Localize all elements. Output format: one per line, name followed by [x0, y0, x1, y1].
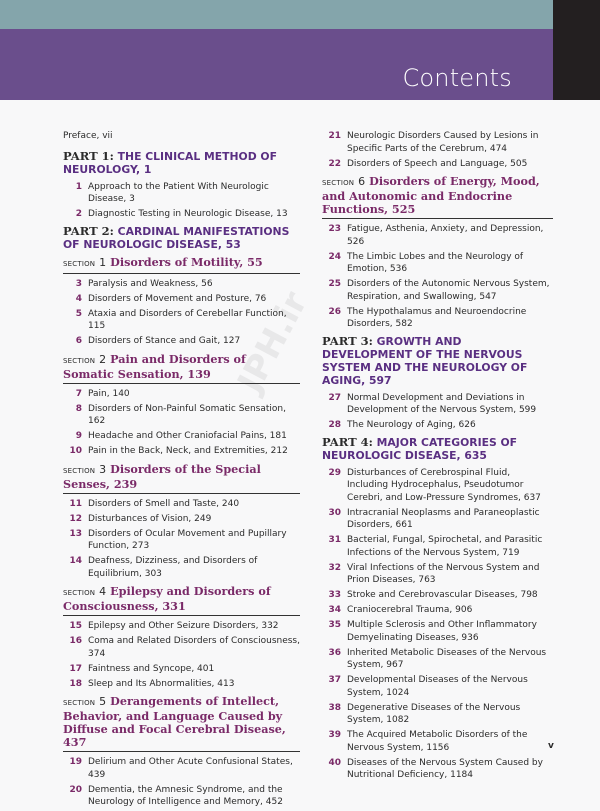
chapter-number: 5: [75, 308, 82, 319]
toc-chapter: [63, 335, 300, 348]
chapter-title: Multiple Sclerosis and Other Inflammatory Demyelinating Diseases, 936: [347, 620, 537, 643]
chapter-title: The Acquired Metabolic Disorders of the Nervous System, 1156: [347, 730, 528, 753]
chapter-title: Normal Development and Deviations in Development of the Nervous System, 599: [347, 392, 537, 415]
toc-chapter: [63, 528, 300, 553]
section-label: SECTION: [63, 699, 96, 707]
chapter-number: 26: [328, 306, 341, 317]
toc-chapter: [322, 306, 553, 331]
toc-chapter: [63, 620, 300, 633]
chapter-title: Disorders of Speech and Language, 505: [347, 158, 528, 169]
toc-part-heading: [322, 335, 553, 387]
chapter-number: 8: [75, 403, 82, 414]
section-label: SECTION: [322, 179, 355, 187]
chapter-title: Developmental Diseases of the Nervous System, 1024: [347, 675, 528, 698]
chapter-number: 17: [69, 663, 82, 674]
toc-chapter: [322, 130, 553, 155]
chapter-number: 28: [328, 420, 341, 430]
chapter-title: The Limbic Lobes and the Neurology of Emotion, 536: [347, 251, 524, 274]
toc-chapter: [63, 663, 300, 676]
chapter-number: 27: [328, 392, 341, 403]
chapter-number: 33: [328, 590, 341, 600]
chapter-number: 10: [69, 446, 82, 456]
toc-chapter: [322, 278, 553, 303]
chapter-title: Stroke and Cerebrovascular Diseases, 798: [347, 590, 538, 600]
chapter-title: Diseases of the Nervous System Caused by Nutritional Deficiency, 1184: [347, 757, 543, 780]
chapter-title: Ataxia and Disorders of Cerebellar Function, 115: [88, 308, 287, 331]
chapter-number: 35: [328, 620, 341, 630]
chapter-title: Viral Infections of the Nervous System and Prion Diseases, 763: [347, 562, 540, 585]
chapter-title: Diagnostic Testing in Neurologic Disease, 13: [88, 209, 288, 219]
section-title: Epilepsy and Disorders of Consciousness, 331: [63, 584, 271, 613]
chapter-title: Degenerative Diseases of the Nervous System, 1082: [347, 702, 521, 725]
toc-chapter: [63, 208, 300, 221]
toc-chapter: [322, 604, 553, 617]
toc-chapter: [63, 513, 300, 526]
part-title: GROWTH AND DEVELOPMENT OF THE NERVOUS SYSTEM AND THE NEUROLOGY OF AGING, 597: [322, 334, 528, 387]
section-number: 3: [99, 462, 107, 476]
chapter-number: 7: [75, 388, 82, 399]
toc-part-heading: [322, 436, 553, 462]
toc-part-heading: [63, 225, 300, 251]
chapter-number: 21: [328, 131, 341, 141]
chapter-number: 22: [328, 158, 341, 169]
chapter-number: 24: [328, 251, 341, 262]
chapter-number: 30: [328, 507, 341, 518]
part-title: MAJOR CATEGORIES OF NEUROLOGIC DISEASE, 635: [322, 435, 518, 462]
section-title: Disorders of the Special Senses, 239: [63, 461, 261, 491]
chapter-number: 20: [69, 784, 82, 795]
part-label: PART 3:: [322, 333, 373, 348]
part-title: THE CLINICAL METHOD OF NEUROLOGY, 1: [63, 149, 277, 176]
chapter-title: Sleep and Its Abnormalities, 413: [88, 678, 235, 689]
toc-chapter: [322, 467, 553, 505]
chapter-title: Disorders of Smell and Taste, 240: [88, 498, 240, 509]
chapter-title: Deafness, Dizziness, and Disorders of Equilibrium, 303: [88, 556, 258, 579]
toc-chapter: [63, 555, 300, 580]
toc-section-heading: [63, 256, 300, 274]
chapter-number: 40: [328, 757, 341, 768]
chapter-number: 11: [69, 498, 82, 509]
toc-chapter: [322, 419, 553, 432]
page-number: v: [548, 741, 554, 751]
toc-chapter: [63, 678, 300, 691]
part-label: PART 2:: [63, 223, 114, 238]
toc-right-column: [322, 130, 553, 784]
chapter-title: Dementia, the Amnesic Syndrome, and the Neurology of Intelligence and Memory, 452: [88, 784, 283, 807]
toc-chapter: [63, 784, 300, 809]
toc-section-heading: [63, 585, 300, 616]
chapter-title: The Hypothalamus and Neuroendocrine Disorders, 582: [347, 306, 527, 329]
chapter-title: Paralysis and Weakness, 56: [88, 278, 213, 289]
chapter-number: 6: [75, 336, 82, 346]
chapter-title: Disorders of the Autonomic Nervous System, Respiration, and Swallowing, 547: [347, 279, 550, 302]
chapter-number: 9: [75, 431, 82, 441]
chapter-title: Coma and Related Disorders of Consciousness, 374: [88, 636, 300, 659]
page-title: Contents: [402, 64, 512, 92]
toc-chapter: [322, 619, 553, 644]
chapter-title: Neurologic Disorders Caused by Lesions in Specific Parts of the Cerebrum, 474: [347, 131, 539, 154]
chapter-title: Disorders of Stance and Gait, 127: [88, 336, 241, 346]
chapter-title: Headache and Other Craniofacial Pains, 181: [88, 431, 287, 441]
chapter-number: 12: [69, 513, 82, 524]
toc-chapter: [63, 635, 300, 660]
part-title: CARDINAL MANIFESTATIONS OF NEUROLOGIC DISEASE, 53: [63, 224, 290, 251]
chapter-number: 19: [69, 757, 82, 767]
section-title: Disorders of Energy, Mood, and Autonomic and Endocrine Functions, 525: [322, 174, 540, 216]
chapter-number: 2: [75, 209, 82, 219]
section-number: 1: [99, 255, 107, 269]
toc-chapter: [322, 647, 553, 672]
toc-chapter: [63, 388, 300, 401]
header-teal-band: [0, 0, 553, 29]
toc-chapter: [322, 729, 553, 754]
section-label: SECTION: [63, 466, 96, 475]
chapter-number: 23: [328, 224, 341, 234]
chapter-title: Disorders of Ocular Movement and Pupillary Function, 273: [88, 528, 287, 551]
chapter-number: 13: [69, 528, 82, 539]
toc-section-heading: [63, 463, 300, 494]
chapter-number: 14: [69, 556, 82, 566]
chapter-title: Disturbances of Cerebrospinal Fluid, Including Hydrocephalus, Pseudotumor Cerebri, and Low-Pressure Syndromes, 637: [347, 467, 541, 503]
toc-chapter: [63, 181, 300, 206]
toc-chapter: [322, 757, 553, 782]
toc-chapter: [322, 534, 553, 559]
toc-chapter: [322, 562, 553, 587]
chapter-number: 32: [328, 562, 341, 573]
toc-chapter: [322, 674, 553, 699]
toc-chapter: [63, 278, 300, 291]
chapter-number: 36: [328, 647, 341, 658]
toc-left-column: [63, 130, 300, 811]
chapter-title: Pain, 140: [88, 388, 130, 399]
chapter-title: Disorders of Non-Painful Somatic Sensation, 162: [88, 403, 286, 426]
chapter-title: Bacterial, Fungal, Spirochetal, and Parasitic Infections of the Nervous System, 719: [347, 535, 543, 558]
section-label: SECTION: [63, 589, 96, 597]
part-label: PART 1:: [63, 148, 114, 163]
chapter-number: 4: [75, 293, 82, 304]
toc-chapter: [322, 223, 553, 248]
section-title: Derangements of Intellect, Behavior, and Language Caused by Diffuse and Focal Cerebral Disease, 437: [63, 694, 286, 749]
toc-preface: Preface, vii: [63, 131, 113, 141]
section-number: 5: [99, 695, 107, 708]
chapter-title: Pain in the Back, Neck, and Extremities, 212: [88, 446, 288, 456]
toc-chapter: [63, 756, 300, 781]
part-label: PART 4:: [322, 434, 373, 449]
chapter-title: Fatigue, Asthenia, Anxiety, and Depression, 526: [347, 224, 544, 247]
chapter-title: Intracranial Neoplasms and Paraneoplastic Disorders, 661: [347, 507, 540, 530]
toc-chapter: [322, 392, 553, 417]
section-number: 6: [358, 175, 366, 188]
section-number: 4: [99, 585, 107, 598]
chapter-title: Disorders of Movement and Posture, 76: [88, 293, 267, 304]
chapter-number: 34: [328, 605, 341, 615]
header-black-tab: [553, 0, 600, 100]
toc-chapter: [63, 293, 300, 306]
section-number: 2: [99, 352, 107, 366]
chapter-number: 15: [69, 621, 82, 631]
chapter-number: 37: [328, 675, 341, 685]
chapter-title: Inherited Metabolic Diseases of the Nervous System, 967: [347, 647, 547, 670]
toc-chapter: [63, 403, 300, 428]
chapter-number: 16: [69, 636, 82, 646]
toc-section-heading: [322, 175, 553, 219]
toc-chapter: [322, 251, 553, 276]
toc-chapter: [63, 445, 300, 458]
chapter-number: 18: [69, 678, 82, 689]
toc-part-heading: [63, 150, 300, 176]
chapter-title: Disturbances of Vision, 249: [88, 513, 212, 524]
chapter-number: 1: [75, 181, 82, 192]
section-label: SECTION: [63, 259, 96, 268]
chapter-number: 39: [328, 730, 341, 740]
section-title: Pain and Disorders of Somatic Sensation, 139: [63, 351, 246, 381]
toc-chapter: [63, 498, 300, 511]
toc-section-heading: [63, 353, 300, 384]
toc-chapter: [322, 507, 553, 532]
toc-chapter: [63, 430, 300, 443]
chapter-title: Epilepsy and Other Seizure Disorders, 332: [88, 621, 279, 631]
chapter-title: Faintness and Syncope, 401: [88, 663, 215, 674]
chapter-number: 25: [328, 279, 341, 289]
chapter-number: 29: [328, 467, 341, 478]
chapter-number: 3: [75, 278, 82, 289]
section-label: SECTION: [63, 356, 96, 365]
toc-section-heading: [63, 695, 300, 752]
section-title: Disorders of Motility, 55: [110, 254, 263, 269]
toc-chapter: [322, 589, 553, 602]
chapter-title: The Neurology of Aging, 626: [347, 420, 476, 430]
chapter-title: Delirium and Other Acute Confusional States, 439: [88, 757, 293, 780]
chapter-number: 38: [328, 702, 341, 713]
toc-chapter: [322, 702, 553, 727]
watermark: JPH.ir: [230, 285, 316, 399]
toc-chapter: [322, 158, 553, 171]
chapter-number: 31: [328, 535, 341, 545]
chapter-title: Craniocerebral Trauma, 906: [347, 605, 473, 615]
toc-chapter: [63, 308, 300, 333]
chapter-title: Approach to the Patient With Neurologic Disease, 3: [88, 181, 269, 204]
